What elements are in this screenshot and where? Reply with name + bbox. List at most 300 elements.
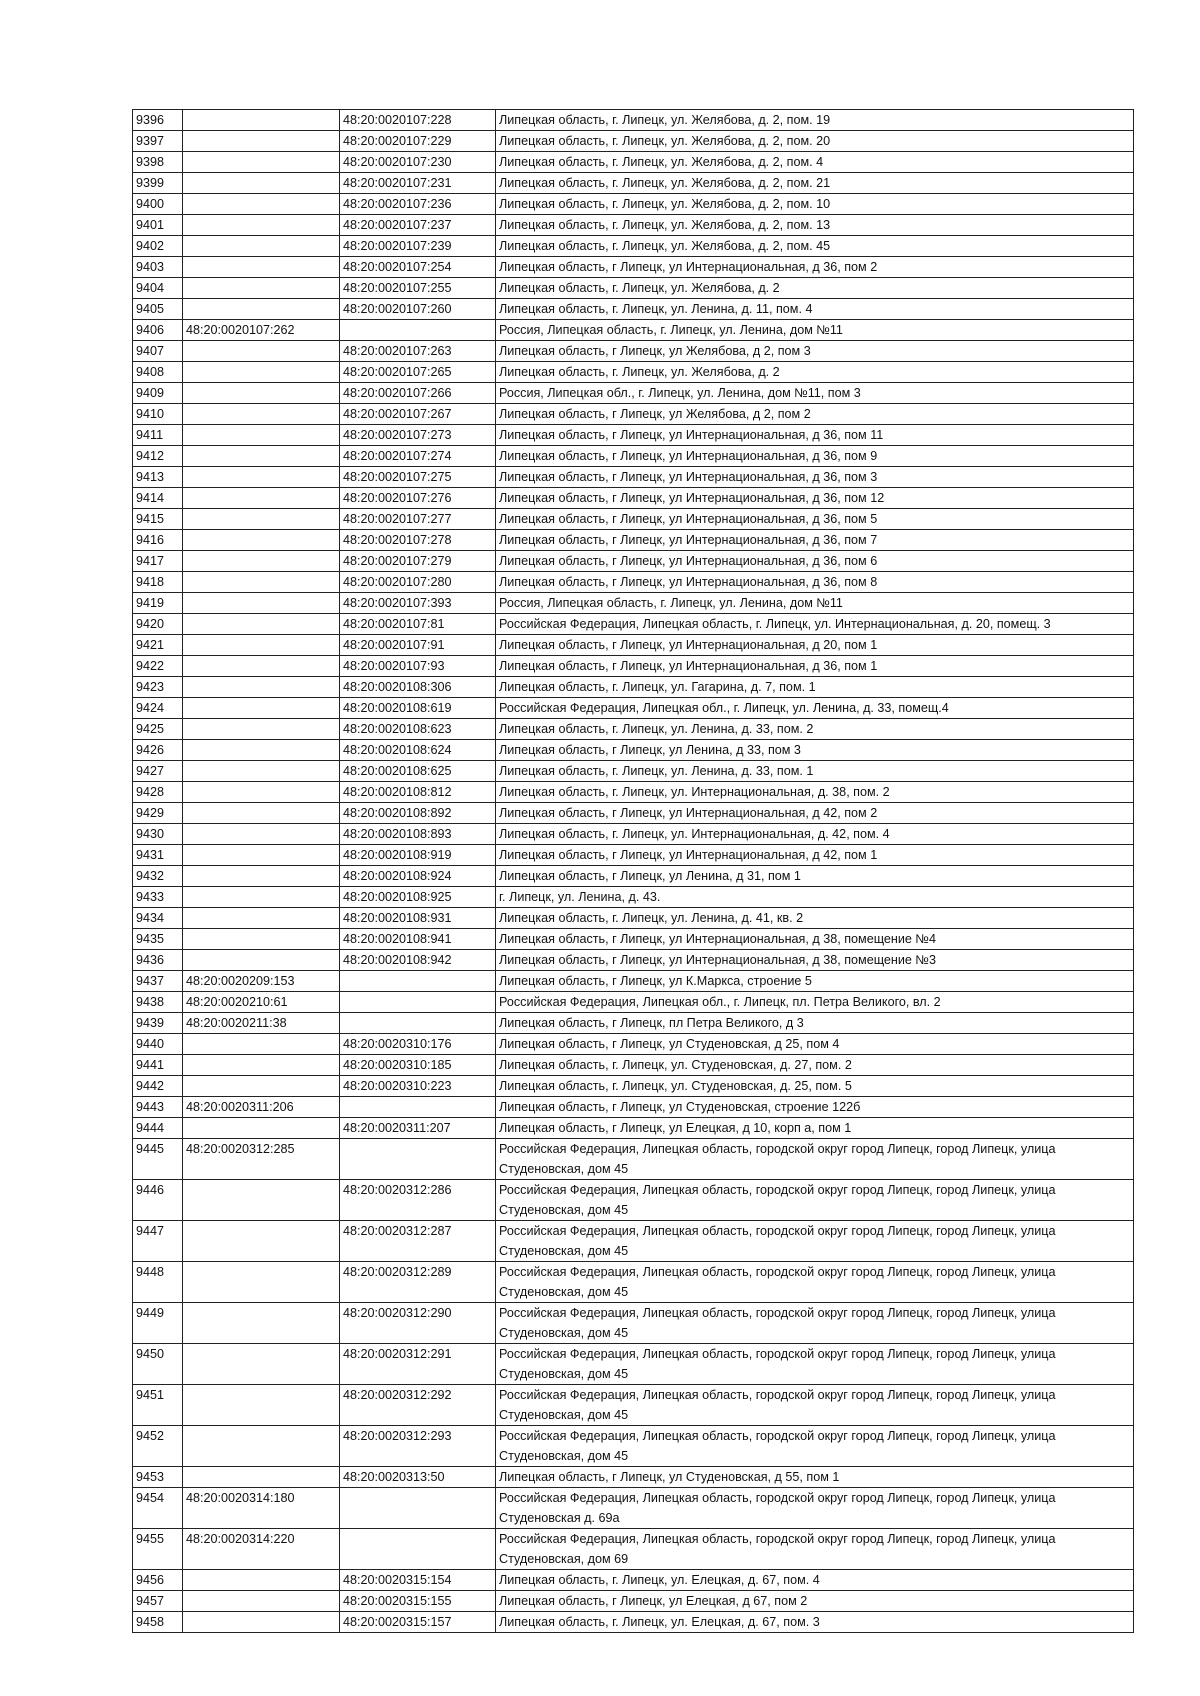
land-cadastral-number-cell <box>183 1467 340 1488</box>
object-cadastral-number-cell: 48:20:0020311:207 <box>340 1118 496 1139</box>
table-row <box>133 488 1134 509</box>
row-number-cell: 9428 <box>133 782 183 803</box>
table-row <box>133 257 1134 278</box>
land-cadastral-number-cell <box>183 131 340 152</box>
address-cell: Российская Федерация, Липецкая область, городской округ город Липецк, город Липецк, улица Студеновская, дом 45 <box>496 1180 1134 1221</box>
land-cadastral-number-cell <box>183 656 340 677</box>
object-cadastral-number-cell: 48:20:0020107:255 <box>340 278 496 299</box>
address-cell: Россия, Липецкая обл., г. Липецк, ул. Ленина, дом №11, пом 3 <box>496 383 1134 404</box>
table-row <box>133 1303 1134 1344</box>
row-number-cell: 9402 <box>133 236 183 257</box>
row-number-cell: 9397 <box>133 131 183 152</box>
land-cadastral-number-cell <box>183 509 340 530</box>
row-number-cell: 9454 <box>133 1488 183 1529</box>
row-number-cell: 9435 <box>133 929 183 950</box>
row-number-cell: 9442 <box>133 1076 183 1097</box>
address-cell: Липецкая область, г. Липецк, ул. Студеновская, д. 25, пом. 5 <box>496 1076 1134 1097</box>
land-cadastral-number-cell <box>183 572 340 593</box>
table-row <box>133 782 1134 803</box>
table-row <box>133 866 1134 887</box>
address-cell: Липецкая область, г. Липецк, ул. Желябова, д. 2, пом. 4 <box>496 152 1134 173</box>
address-cell: Липецкая область, г Липецк, ул Интернациональная, д 42, пом 2 <box>496 803 1134 824</box>
table-row <box>133 236 1134 257</box>
address-cell: Липецкая область, г Липецк, ул Интернациональная, д 36, пом 9 <box>496 446 1134 467</box>
row-number-cell: 9450 <box>133 1344 183 1385</box>
row-number-cell: 9440 <box>133 1034 183 1055</box>
object-cadastral-number-cell: 48:20:0020107:263 <box>340 341 496 362</box>
row-number-cell: 9400 <box>133 194 183 215</box>
object-cadastral-number-cell: 48:20:0020107:279 <box>340 551 496 572</box>
land-cadastral-number-cell <box>183 215 340 236</box>
object-cadastral-number-cell: 48:20:0020312:289 <box>340 1262 496 1303</box>
row-number-cell: 9411 <box>133 425 183 446</box>
land-cadastral-number-cell <box>183 908 340 929</box>
object-cadastral-number-cell: 48:20:0020107:266 <box>340 383 496 404</box>
object-cadastral-number-cell: 48:20:0020108:941 <box>340 929 496 950</box>
land-cadastral-number-cell <box>183 1612 340 1633</box>
object-cadastral-number-cell: 48:20:0020107:93 <box>340 656 496 677</box>
table-row <box>133 950 1134 971</box>
address-cell: Липецкая область, г Липецк, ул Интернациональная, д 36, пом 12 <box>496 488 1134 509</box>
registry-table-body <box>133 110 1134 1633</box>
address-cell: Российская Федерация, Липецкая область, городской округ город Липецк, город Липецк, улица Студеновская, дом 45 <box>496 1221 1134 1262</box>
table-row <box>133 1076 1134 1097</box>
row-number-cell: 9457 <box>133 1591 183 1612</box>
table-row <box>133 1612 1134 1633</box>
row-number-cell: 9432 <box>133 866 183 887</box>
row-number-cell: 9431 <box>133 845 183 866</box>
address-cell: Липецкая область, г. Липецк, ул. Ленина, д. 41, кв. 2 <box>496 908 1134 929</box>
row-number-cell: 9414 <box>133 488 183 509</box>
table-row <box>133 152 1134 173</box>
land-cadastral-number-cell: 48:20:0020311:206 <box>183 1097 340 1118</box>
object-cadastral-number-cell: 48:20:0020312:286 <box>340 1180 496 1221</box>
row-number-cell: 9404 <box>133 278 183 299</box>
land-cadastral-number-cell: 48:20:0020209:153 <box>183 971 340 992</box>
land-cadastral-number-cell <box>183 194 340 215</box>
land-cadastral-number-cell: 48:20:0020210:61 <box>183 992 340 1013</box>
table-row <box>133 551 1134 572</box>
table-row <box>133 320 1134 341</box>
land-cadastral-number-cell: 48:20:0020314:180 <box>183 1488 340 1529</box>
object-cadastral-number-cell: 48:20:0020107:275 <box>340 467 496 488</box>
table-row <box>133 635 1134 656</box>
row-number-cell: 9447 <box>133 1221 183 1262</box>
land-cadastral-number-cell <box>183 803 340 824</box>
table-row <box>133 509 1134 530</box>
object-cadastral-number-cell: 48:20:0020315:155 <box>340 1591 496 1612</box>
land-cadastral-number-cell <box>183 383 340 404</box>
address-cell: Липецкая область, г Липецк, ул Ленина, д 33, пом 3 <box>496 740 1134 761</box>
object-cadastral-number-cell: 48:20:0020310:223 <box>340 1076 496 1097</box>
object-cadastral-number-cell: 48:20:0020310:185 <box>340 1055 496 1076</box>
table-row <box>133 425 1134 446</box>
table-row <box>133 467 1134 488</box>
address-cell: Липецкая область, г. Липецк, ул. Желябова, д. 2, пом. 19 <box>496 110 1134 131</box>
object-cadastral-number-cell: 48:20:0020107:277 <box>340 509 496 530</box>
land-cadastral-number-cell <box>183 110 340 131</box>
address-cell: Липецкая область, г Липецк, ул Желябова, д 2, пом 3 <box>496 341 1134 362</box>
land-cadastral-number-cell <box>183 593 340 614</box>
land-cadastral-number-cell <box>183 635 340 656</box>
table-row <box>133 1344 1134 1385</box>
address-cell: Липецкая область, г Липецк, ул Интернациональная, д 36, пом 6 <box>496 551 1134 572</box>
object-cadastral-number-cell <box>340 971 496 992</box>
object-cadastral-number-cell: 48:20:0020107:229 <box>340 131 496 152</box>
table-row <box>133 1467 1134 1488</box>
object-cadastral-number-cell <box>340 992 496 1013</box>
address-cell: Липецкая область, г Липецк, ул Интернациональная, д 36, пом 2 <box>496 257 1134 278</box>
row-number-cell: 9451 <box>133 1385 183 1426</box>
address-cell: Российская Федерация, Липецкая область, городской округ город Липецк, город Липецк, улица Студеновская, дом 45 <box>496 1385 1134 1426</box>
row-number-cell: 9436 <box>133 950 183 971</box>
object-cadastral-number-cell: 48:20:0020107:274 <box>340 446 496 467</box>
object-cadastral-number-cell: 48:20:0020108:924 <box>340 866 496 887</box>
table-row <box>133 404 1134 425</box>
row-number-cell: 9433 <box>133 887 183 908</box>
row-number-cell: 9406 <box>133 320 183 341</box>
row-number-cell: 9408 <box>133 362 183 383</box>
row-number-cell: 9423 <box>133 677 183 698</box>
address-cell: Липецкая область, г Липецк, ул Студеновская, строение 122б <box>496 1097 1134 1118</box>
table-row <box>133 278 1134 299</box>
object-cadastral-number-cell: 48:20:0020108:919 <box>340 845 496 866</box>
row-number-cell: 9458 <box>133 1612 183 1633</box>
table-row <box>133 530 1134 551</box>
land-cadastral-number-cell <box>183 278 340 299</box>
address-cell: Липецкая область, г. Липецк, ул. Желябова, д. 2, пом. 21 <box>496 173 1134 194</box>
address-cell: Липецкая область, г Липецк, ул Интернациональная, д 36, пом 1 <box>496 656 1134 677</box>
land-cadastral-number-cell <box>183 614 340 635</box>
address-cell: Липецкая область, г Липецк, ул Интернациональная, д 42, пом 1 <box>496 845 1134 866</box>
table-row <box>133 593 1134 614</box>
object-cadastral-number-cell: 48:20:0020107:267 <box>340 404 496 425</box>
object-cadastral-number-cell: 48:20:0020107:260 <box>340 299 496 320</box>
object-cadastral-number-cell: 48:20:0020108:624 <box>340 740 496 761</box>
table-row <box>133 803 1134 824</box>
row-number-cell: 9415 <box>133 509 183 530</box>
address-cell: Липецкая область, г. Липецк, ул. Желябова, д. 2, пом. 10 <box>496 194 1134 215</box>
row-number-cell: 9412 <box>133 446 183 467</box>
address-cell: Липецкая область, г Липецк, ул Желябова, д 2, пом 2 <box>496 404 1134 425</box>
land-cadastral-number-cell <box>183 236 340 257</box>
table-row <box>133 971 1134 992</box>
address-cell: Липецкая область, г Липецк, ул Интернациональная, д 36, пом 8 <box>496 572 1134 593</box>
object-cadastral-number-cell <box>340 1529 496 1570</box>
object-cadastral-number-cell: 48:20:0020107:393 <box>340 593 496 614</box>
row-number-cell: 9448 <box>133 1262 183 1303</box>
address-cell: Российская Федерация, Липецкая область, городской округ город Липецк, город Липецк, улица Студеновская д. 69а <box>496 1488 1134 1529</box>
address-cell: Липецкая область, г. Липецк, ул. Ленина, д. 33, пом. 2 <box>496 719 1134 740</box>
land-cadastral-number-cell <box>183 551 340 572</box>
table-row <box>133 173 1134 194</box>
land-cadastral-number-cell <box>183 698 340 719</box>
land-cadastral-number-cell <box>183 866 340 887</box>
row-number-cell: 9420 <box>133 614 183 635</box>
address-cell: Российская Федерация, Липецкая область, городской округ город Липецк, город Липецк, улица Студеновская, дом 45 <box>496 1426 1134 1467</box>
land-cadastral-number-cell <box>183 761 340 782</box>
address-cell: Российская Федерация, Липецкая область, городской округ город Липецк, город Липецк, улица Студеновская, дом 45 <box>496 1344 1134 1385</box>
table-row <box>133 845 1134 866</box>
table-row <box>133 824 1134 845</box>
table-row <box>133 698 1134 719</box>
address-cell: Липецкая область, г. Липецк, ул. Ленина, д. 33, пом. 1 <box>496 761 1134 782</box>
row-number-cell: 9418 <box>133 572 183 593</box>
row-number-cell: 9413 <box>133 467 183 488</box>
land-cadastral-number-cell: 48:20:0020312:285 <box>183 1139 340 1180</box>
table-row <box>133 1180 1134 1221</box>
land-cadastral-number-cell: 48:20:0020314:220 <box>183 1529 340 1570</box>
land-cadastral-number-cell <box>183 1570 340 1591</box>
land-cadastral-number-cell <box>183 782 340 803</box>
address-cell: Липецкая область, г Липецк, ул Интернациональная, д 20, пом 1 <box>496 635 1134 656</box>
registry-table <box>132 109 1134 1633</box>
row-number-cell: 9439 <box>133 1013 183 1034</box>
table-row <box>133 908 1134 929</box>
row-number-cell: 9443 <box>133 1097 183 1118</box>
object-cadastral-number-cell: 48:20:0020107:228 <box>340 110 496 131</box>
row-number-cell: 9455 <box>133 1529 183 1570</box>
address-cell: Российская Федерация, Липецкая область, городской округ город Липецк, город Липецк, улица Студеновская, дом 45 <box>496 1262 1134 1303</box>
object-cadastral-number-cell: 48:20:0020107:81 <box>340 614 496 635</box>
land-cadastral-number-cell <box>183 1055 340 1076</box>
land-cadastral-number-cell <box>183 1221 340 1262</box>
object-cadastral-number-cell: 48:20:0020108:625 <box>340 761 496 782</box>
object-cadastral-number-cell: 48:20:0020315:154 <box>340 1570 496 1591</box>
land-cadastral-number-cell <box>183 1426 340 1467</box>
address-cell: Липецкая область, г Липецк, ул Интернациональная, д 36, пом 7 <box>496 530 1134 551</box>
table-row <box>133 1221 1134 1262</box>
object-cadastral-number-cell: 48:20:0020107:265 <box>340 362 496 383</box>
address-cell: Липецкая область, г Липецк, ул Студеновская, д 25, пом 4 <box>496 1034 1134 1055</box>
object-cadastral-number-cell: 48:20:0020108:623 <box>340 719 496 740</box>
address-cell: Липецкая область, г Липецк, ул Студеновская, д 55, пом 1 <box>496 1467 1134 1488</box>
row-number-cell: 9410 <box>133 404 183 425</box>
row-number-cell: 9446 <box>133 1180 183 1221</box>
object-cadastral-number-cell: 48:20:0020107:231 <box>340 173 496 194</box>
address-cell: Липецкая область, г Липецк, ул Елецкая, д 67, пом 2 <box>496 1591 1134 1612</box>
address-cell: Липецкая область, г. Липецк, ул. Ленина, д. 11, пом. 4 <box>496 299 1134 320</box>
row-number-cell: 9425 <box>133 719 183 740</box>
table-row <box>133 929 1134 950</box>
address-cell: Российская Федерация, Липецкая область, городской округ город Липецк, город Липецк, улица Студеновская, дом 45 <box>496 1303 1134 1344</box>
row-number-cell: 9419 <box>133 593 183 614</box>
address-cell: Россия, Липецкая область, г. Липецк, ул. Ленина, дом №11 <box>496 320 1134 341</box>
row-number-cell: 9444 <box>133 1118 183 1139</box>
table-row <box>133 1529 1134 1570</box>
address-cell: Липецкая область, г Липецк, ул К.Маркса, строение 5 <box>496 971 1134 992</box>
table-row <box>133 383 1134 404</box>
row-number-cell: 9449 <box>133 1303 183 1344</box>
object-cadastral-number-cell <box>340 1139 496 1180</box>
table-row <box>133 1488 1134 1529</box>
table-row <box>133 446 1134 467</box>
object-cadastral-number-cell: 48:20:0020108:892 <box>340 803 496 824</box>
object-cadastral-number-cell: 48:20:0020310:176 <box>340 1034 496 1055</box>
object-cadastral-number-cell <box>340 320 496 341</box>
table-row <box>133 992 1134 1013</box>
table-row <box>133 614 1134 635</box>
address-cell: Липецкая область, г Липецк, ул Интернациональная, д 38, помещение №4 <box>496 929 1134 950</box>
object-cadastral-number-cell: 48:20:0020107:230 <box>340 152 496 173</box>
object-cadastral-number-cell <box>340 1488 496 1529</box>
land-cadastral-number-cell <box>183 719 340 740</box>
address-cell: Липецкая область, г. Липецк, ул. Желябова, д. 2, пом. 20 <box>496 131 1134 152</box>
address-cell: Российская Федерация, Липецкая область, городской округ город Липецк, город Липецк, улица Студеновская, дом 69 <box>496 1529 1134 1570</box>
table-row <box>133 215 1134 236</box>
land-cadastral-number-cell <box>183 257 340 278</box>
table-row <box>133 656 1134 677</box>
table-row <box>133 1139 1134 1180</box>
object-cadastral-number-cell: 48:20:0020107:254 <box>340 257 496 278</box>
land-cadastral-number-cell <box>183 1344 340 1385</box>
land-cadastral-number-cell <box>183 446 340 467</box>
row-number-cell: 9434 <box>133 908 183 929</box>
row-number-cell: 9452 <box>133 1426 183 1467</box>
address-cell: Российская Федерация, Липецкая обл., г. Липецк, ул. Ленина, д. 33, помещ.4 <box>496 698 1134 719</box>
object-cadastral-number-cell: 48:20:0020108:812 <box>340 782 496 803</box>
table-row <box>133 110 1134 131</box>
row-number-cell: 9416 <box>133 530 183 551</box>
table-row <box>133 362 1134 383</box>
land-cadastral-number-cell <box>183 845 340 866</box>
row-number-cell: 9456 <box>133 1570 183 1591</box>
row-number-cell: 9421 <box>133 635 183 656</box>
object-cadastral-number-cell: 48:20:0020107:276 <box>340 488 496 509</box>
object-cadastral-number-cell: 48:20:0020108:942 <box>340 950 496 971</box>
address-cell: Липецкая область, г Липецк, ул Интернациональная, д 36, пом 5 <box>496 509 1134 530</box>
table-row <box>133 1385 1134 1426</box>
row-number-cell: 9401 <box>133 215 183 236</box>
land-cadastral-number-cell <box>183 341 340 362</box>
address-cell: Липецкая область, г Липецк, ул Интернациональная, д 38, помещение №3 <box>496 950 1134 971</box>
address-cell: Липецкая область, г. Липецк, ул. Желябова, д. 2 <box>496 278 1134 299</box>
row-number-cell: 9398 <box>133 152 183 173</box>
land-cadastral-number-cell <box>183 824 340 845</box>
land-cadastral-number-cell <box>183 1591 340 1612</box>
row-number-cell: 9445 <box>133 1139 183 1180</box>
land-cadastral-number-cell <box>183 1118 340 1139</box>
land-cadastral-number-cell <box>183 929 340 950</box>
address-cell: Липецкая область, г. Липецк, ул. Желябова, д. 2, пом. 45 <box>496 236 1134 257</box>
row-number-cell: 9407 <box>133 341 183 362</box>
land-cadastral-number-cell <box>183 362 340 383</box>
table-row <box>133 194 1134 215</box>
object-cadastral-number-cell: 48:20:0020313:50 <box>340 1467 496 1488</box>
object-cadastral-number-cell: 48:20:0020312:293 <box>340 1426 496 1467</box>
table-row <box>133 719 1134 740</box>
address-cell: Липецкая область, г. Липецк, ул. Желябова, д. 2 <box>496 362 1134 383</box>
table-row <box>133 1055 1134 1076</box>
land-cadastral-number-cell <box>183 950 340 971</box>
object-cadastral-number-cell: 48:20:0020107:278 <box>340 530 496 551</box>
table-row <box>133 1262 1134 1303</box>
land-cadastral-number-cell <box>183 152 340 173</box>
table-row <box>133 572 1134 593</box>
row-number-cell: 9441 <box>133 1055 183 1076</box>
row-number-cell: 9422 <box>133 656 183 677</box>
table-row <box>133 1118 1134 1139</box>
land-cadastral-number-cell <box>183 1262 340 1303</box>
land-cadastral-number-cell <box>183 425 340 446</box>
row-number-cell: 9453 <box>133 1467 183 1488</box>
address-cell: г. Липецк, ул. Ленина, д. 43. <box>496 887 1134 908</box>
object-cadastral-number-cell: 48:20:0020312:291 <box>340 1344 496 1385</box>
table-row <box>133 1570 1134 1591</box>
table-row <box>133 740 1134 761</box>
land-cadastral-number-cell <box>183 1076 340 1097</box>
land-cadastral-number-cell <box>183 299 340 320</box>
object-cadastral-number-cell: 48:20:0020107:280 <box>340 572 496 593</box>
address-cell: Липецкая область, г Липецк, ул Интернациональная, д 36, пом 3 <box>496 467 1134 488</box>
object-cadastral-number-cell: 48:20:0020108:931 <box>340 908 496 929</box>
object-cadastral-number-cell: 48:20:0020315:157 <box>340 1612 496 1633</box>
land-cadastral-number-cell <box>183 1034 340 1055</box>
address-cell: Россия, Липецкая область, г. Липецк, ул. Ленина, дом №11 <box>496 593 1134 614</box>
object-cadastral-number-cell: 48:20:0020108:306 <box>340 677 496 698</box>
object-cadastral-number-cell: 48:20:0020312:292 <box>340 1385 496 1426</box>
object-cadastral-number-cell: 48:20:0020107:239 <box>340 236 496 257</box>
address-cell: Липецкая область, г Липецк, ул Интернациональная, д 36, пом 11 <box>496 425 1134 446</box>
address-cell: Липецкая область, г Липецк, пл Петра Великого, д 3 <box>496 1013 1134 1034</box>
row-number-cell: 9396 <box>133 110 183 131</box>
row-number-cell: 9430 <box>133 824 183 845</box>
row-number-cell: 9417 <box>133 551 183 572</box>
object-cadastral-number-cell: 48:20:0020107:273 <box>340 425 496 446</box>
object-cadastral-number-cell <box>340 1097 496 1118</box>
address-cell: Липецкая область, г Липецк, ул Елецкая, д 10, корп а, пом 1 <box>496 1118 1134 1139</box>
object-cadastral-number-cell: 48:20:0020108:893 <box>340 824 496 845</box>
row-number-cell: 9424 <box>133 698 183 719</box>
row-number-cell: 9403 <box>133 257 183 278</box>
row-number-cell: 9438 <box>133 992 183 1013</box>
table-row <box>133 131 1134 152</box>
land-cadastral-number-cell <box>183 677 340 698</box>
address-cell: Липецкая область, г. Липецк, ул. Интернациональная, д. 42, пом. 4 <box>496 824 1134 845</box>
address-cell: Липецкая область, г. Липецк, ул. Интернациональная, д. 38, пом. 2 <box>496 782 1134 803</box>
table-row <box>133 341 1134 362</box>
object-cadastral-number-cell: 48:20:0020312:287 <box>340 1221 496 1262</box>
address-cell: Российская Федерация, Липецкая обл., г. Липецк, пл. Петра Великого, вл. 2 <box>496 992 1134 1013</box>
land-cadastral-number-cell <box>183 404 340 425</box>
address-cell: Липецкая область, г. Липецк, ул. Елецкая, д. 67, пом. 3 <box>496 1612 1134 1633</box>
address-cell: Липецкая область, г Липецк, ул Ленина, д 31, пом 1 <box>496 866 1134 887</box>
table-row <box>133 1034 1134 1055</box>
row-number-cell: 9437 <box>133 971 183 992</box>
table-row <box>133 1097 1134 1118</box>
land-cadastral-number-cell <box>183 467 340 488</box>
land-cadastral-number-cell <box>183 1180 340 1221</box>
object-cadastral-number-cell: 48:20:0020107:237 <box>340 215 496 236</box>
land-cadastral-number-cell <box>183 530 340 551</box>
address-cell: Липецкая область, г. Липецк, ул. Елецкая, д. 67, пом. 4 <box>496 1570 1134 1591</box>
table-row <box>133 887 1134 908</box>
table-row <box>133 1591 1134 1612</box>
land-cadastral-number-cell <box>183 1303 340 1344</box>
object-cadastral-number-cell: 48:20:0020312:290 <box>340 1303 496 1344</box>
address-cell: Липецкая область, г. Липецк, ул. Студеновская, д. 27, пом. 2 <box>496 1055 1134 1076</box>
object-cadastral-number-cell: 48:20:0020108:925 <box>340 887 496 908</box>
land-cadastral-number-cell <box>183 173 340 194</box>
table-row <box>133 1013 1134 1034</box>
table-row <box>133 299 1134 320</box>
land-cadastral-number-cell <box>183 1385 340 1426</box>
land-cadastral-number-cell: 48:20:0020107:262 <box>183 320 340 341</box>
row-number-cell: 9429 <box>133 803 183 824</box>
object-cadastral-number-cell: 48:20:0020107:91 <box>340 635 496 656</box>
land-cadastral-number-cell <box>183 887 340 908</box>
object-cadastral-number-cell: 48:20:0020108:619 <box>340 698 496 719</box>
